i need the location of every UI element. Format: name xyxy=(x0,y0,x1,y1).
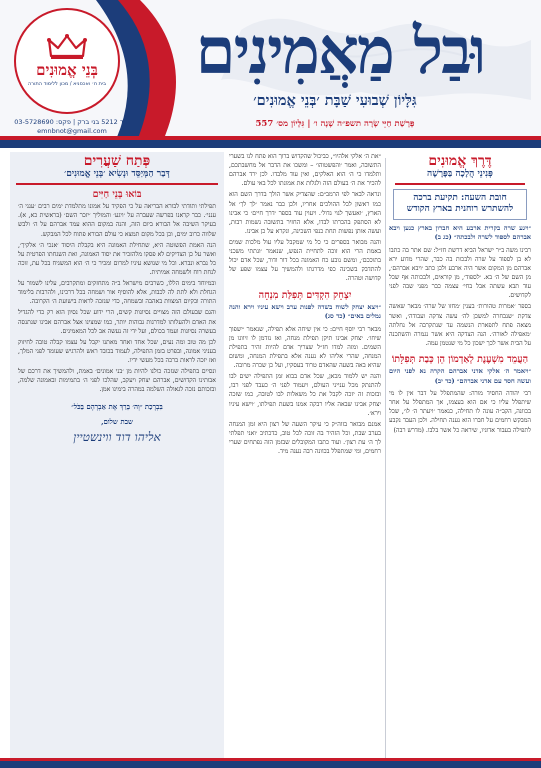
section-subtitle: פְּנִינֵי הֲלָכָה בַּפָּרָשָׁה xyxy=(427,169,493,180)
logo-text: בְּנֵי אֱמוּנִים xyxy=(36,61,98,80)
paragraph: ונסיים בתפילה שנזכה כולנו להיות מן ׳בני אמונים׳ באמת, ולהמשיך את דרכם של אבותינו הקדושים, אברהם יצחק ויעקב, שהלכו לפני ה׳ בתמימות ובאמונה שלמה, ובזכותם נזכה לגאולה השלמה במהרה בימינו אמן. xyxy=(18,368,216,394)
paragraph: רבי יהודה החסיד מורה: שהמתפלל על דבר אין לו מי שיתפלל עליו כי אם הוא בעצמו, אך המתפלל על אחר בכוונה, הקב״ה עונה לו תחילה, כנאמר ׳ויעתר ה׳ לו׳, שכל המבקש רחמים על חברו הוא נענה תחילה. ולכן העבד נקבע לתפילה בעבור אדוניו, שיראה כל אשר בלבו. (מדרש רבה) xyxy=(389,390,531,434)
verse-quote: ״ויגע שרה בקרית ארבע היא חברון בארץ כנען ויבא אברהם לספוד לשרה ולבכתה״ (כג ב) xyxy=(389,223,531,242)
section-content xyxy=(10,189,224,445)
column-petach-shearim xyxy=(10,152,224,758)
article-subheading: הַעֲמֵד מִשְׁעֶנֶת לְאַדְמוֹן הֵן כְּבַת תְּפִלָּתוֹ xyxy=(391,353,529,365)
section-divider xyxy=(395,183,525,185)
section-title: פְּתַח שַׁעֲרִים xyxy=(83,153,151,169)
section-header xyxy=(10,152,224,180)
signoff-closing: שבת שלום, xyxy=(101,417,133,427)
article-body xyxy=(389,246,531,350)
paragraph: אמנם מבואר בזוה״ק כי עיקר השעה של רצון היא זמן המנחה בערב שבת, וכל הזהיר בה זוכה לכל טוב, כדכתיב ׳ואני תפלתי לך ה׳ עת רצון׳. ועוד כתבו המקובלים שבזמן הזה נפתחים שערי רחמים, ומי שמתפלל בכוונה רבה נענה מיד. xyxy=(229,420,381,456)
issue-info: פָּרָשַׁת חַיֵּי שָׂרָה תשפ״ה שָׁנָה ו׳ | גִּלָּיוֹן מס׳ 557 xyxy=(255,119,415,129)
publication-subtitle: גִּלָּיוֹן שְׁבוּעִי שַׁבָּת ׳בְּנֵי אֱמוּנִים׳ xyxy=(253,92,417,109)
masthead xyxy=(0,0,541,148)
contact-line-address: ת.ד 5212 בני ברק | פקס: 03-5728690 xyxy=(14,118,130,126)
paragraph: מבאר רבי יוסף חיים: כי אין שיחה אלא תפילה, שנאמר ׳ישפוך שיחו׳. יצחק אבינו תיקן תפילת מנחה, ואז נזדמן לו זיווגו מן השמים. ומזה למדו חז״ל שצריך אדם להיות זהיר בתפילת המנחה, שהרי אליהו לא נענה אלא בתפילת המנחה, ומשום שהיא באה בשעה שהאדם טרוד בעסקיו, ועל כן שכרה מרובה. xyxy=(229,325,381,370)
section-subtitle: דְּבַר הַמְּיַסֵּד וּנְשִׂיא ׳בְּנֵי אֱמוּנִים׳ xyxy=(64,169,170,180)
crown-icon xyxy=(47,34,87,60)
article-subheading: יִצְחָק הִקְדִּים תְּפִלַּת מִנְחָה xyxy=(258,289,352,301)
section-title: דֶּרֶךְ אֱמוּנִים xyxy=(428,153,492,169)
paragraph: רבינו משה ב״ר ישראל הביא דרשת חז״ל: שם אתר בה כתבו לא בן לספוד על שרה ולבכות בה כבר, שהרי מדוע ירא אברהם מן המקום אשר היה ארבע ולכן כתב ׳ויבא אברהם׳, מן השם של ה׳ בא. ׳לספוד׳, מן קוראים, ולבכותה אף שכל עוד תבא עשתה אבל בחי׳ עצמה כבר מפני שבה לפני לקדושים. xyxy=(389,246,531,300)
paragraph: והגם שבעולם הזה מצויים נסיונות קשים, הרי ידוע שכל נסיון הוא רק כדי להגדיל את האדם ולהעלותו למדרגות גבוהות יותר, כמו שמצינו אצל אברהם אבינו שנתנסה בעשרה נסיונות ועמד בכולם, ועל ידי זה נעשה אב לכל המאמינים. xyxy=(18,309,216,335)
signoff-blessing: בִּבְרָכַת ״וְה׳ בֵּרַךְ אֶת אַבְרָהָם בַּכֹּל״ xyxy=(71,402,163,412)
column-derech-emunim xyxy=(389,152,531,758)
paragraph: והנה יש ללמוד מכאן, שכל אדם בבוא זמן התפילה ישים לבו להתנתק מכל ענייני העולם, ויעמוד לפני ה׳ כעבד לפני רבו, ובזכות זה יזכה לקבל את כל משאלות לבו לטובה, כמו שזכה יצחק אבינו שבאה אליו רבקה אמנו בשעת תפילתו, ׳וישא עיניו וירא׳. xyxy=(229,373,381,417)
column-middle xyxy=(229,152,381,758)
publication-title: וּבַל מַאֲמִינִים xyxy=(195,14,485,89)
signature: אליהו דוד ווינשטיין xyxy=(73,430,161,445)
section-header xyxy=(389,152,531,180)
contact-info xyxy=(12,118,132,136)
footer-stripe-accent xyxy=(0,758,541,761)
article-body xyxy=(229,152,381,286)
logo-subtext: בית ח׳ ואכסניא / מכון ללימוד התורה xyxy=(28,81,106,88)
verse-quote: ״ויצא יצחק לשוח בשדה לפנות ערב וישא עיניו וירא והנה גמלים באים״ (כד סג) xyxy=(229,302,381,321)
article-body xyxy=(18,202,216,396)
article-body xyxy=(229,325,381,459)
paragraph: ״את ה׳ אלקי אלהיו״, כביכול שהקדוש ברוך הוא פתח לנו בשערי התשובה, ואמר ׳והפשטוהו׳ – ומשכו את הדבר אל מחשבתכם, ותלמדו כי ה׳ הוא האלקים, ואין עוד מלבדו. לכן ירד אברהם להכיר את ה׳ בעולם הזה ולגלות את אמונתו לכל באי עולם. xyxy=(229,153,381,188)
paragraph: ובמיוחד בימים הללו, כשרבים מישראל ב״ה מתחזקים ומתקרבים, עלינו לשמור על הגחלת ולא לתת לה לכבות, אלא להוסיף אור ושמחה בכל דרכינו, ולהרבות בלימוד התורה ובקיום המצוות באהבה ובשמחה, כדי שנזכה לראות בישועת ה׳ הקרובה. xyxy=(18,280,216,306)
verse-quote: ״ויאמר ה׳ אלקי אדני אברהם הקרה נא לפני היום ועשה חסד עם אדני אברהם״ (כד יב) xyxy=(389,366,531,385)
paragraph: לכן מה טוב ומה נעים, שכל אחד ואחד מאתנו יקבל על עצמו קבלה טובה לחיזוק בעניני אמונה, ובפרט בזמן התפילה, לעמוד בכובד ראש ולהרגיש שעומד לפני המלך, ואז יזכה לראות ברכה בכל מעשי ידיו. xyxy=(18,338,216,364)
paragraph: בספר ׳אמרות טהורות׳ בענין ׳מחזו של שרה׳ מבאר שאשה צדקת ׳שנבחרה למשכן לה׳ עשה צדקה ועבודה׳, ואשר מצאה פתח לתפארת הנשמה עד שנתקרבה אל נחלתה ׳מאפילה לאורה׳. הנה הצדקה היא אשר נגמרה והשתכנה על הבית אשר לכך ישכון כל מי שנטמן עמה. xyxy=(389,303,531,347)
article-subheading: בּוֹאוּ בְּנֵי חַיִּים xyxy=(92,189,142,201)
section-divider xyxy=(16,183,218,185)
contact-email: emnbnot@gmail.com xyxy=(37,127,107,136)
paragraph: תפילתי ותודתי לבורא הבריאה על כי הפקיד על אמונו מתלמדת ימים רבים ׳ענני ה׳ ענני׳. כבר קראנו בפרשה שעברה על ׳ויגע׳ והמוליך ׳יזכר השם׳ (בראשית כא, א). בעיקר השיבה אל הבורא ביום הזה, והנה במקום ההוא עמד אברהם על ה׳ ולבש שלווה כרוב ימים, וכן בכל מקום תמצא כי עולם הבורא פתוח לכל המבקש. xyxy=(18,203,216,238)
paragraph: והנה מבואר בספרים כי כל מי שמקבל עליו עול מלכות שמים באמת הרי הוא זוכה לתחיית הנפש, שנאמר ׳ונתתי משכני בתוככם׳, ומשם נובע כח האמונה בכל דור ודור, שכל אדם יכול להתדבק בשכינה כפי מדרגתו ולהמשיך על עצמו שפע של קדושה וטהרה. xyxy=(229,238,381,283)
paragraph: הנה האמת הפשוטה היא, שתחילת האמונה היא בקבלת היסוד ׳אנכי ה׳ אלקיך׳, ואשר על כן הצדיקים לא פסקו מלהזכיר את יסוד האמונה, ואת השגחתו הפרטית על כל נברא ונברא. וכל מי שנושא עיניו למרום ומכיר כי ה׳ הוא המשגיח בכל עת, זוכה לנחת רוח ולשמחה אמיתית. xyxy=(18,241,216,276)
logo xyxy=(14,8,120,114)
article-body xyxy=(389,389,531,437)
column-divider xyxy=(385,158,386,758)
paragraph: ונראה לבאר לפי הרמב״ם: שהצדיק אשר הולך בדרך השם הוא כמו ראשון לכל ההולכים אחריו, ולכן כבר נאמר ׳לך לך׳ אל הארץ, ׳ואעשך לגוי גדול׳. ויעוין עוד בספר ׳דרך חיים׳ כי אבינו לא הסתפק בהכרתו לבדו, אלא החזיר בתשובה נשמות רבות, ועשה אותן נפשות תחת כנפי השכינה, ונקרא על כן אבינו. xyxy=(229,191,381,235)
article-headline: חובת השעה: תקיעת ברכה להשתרש רוחנית בארץ הקודש xyxy=(393,189,527,220)
